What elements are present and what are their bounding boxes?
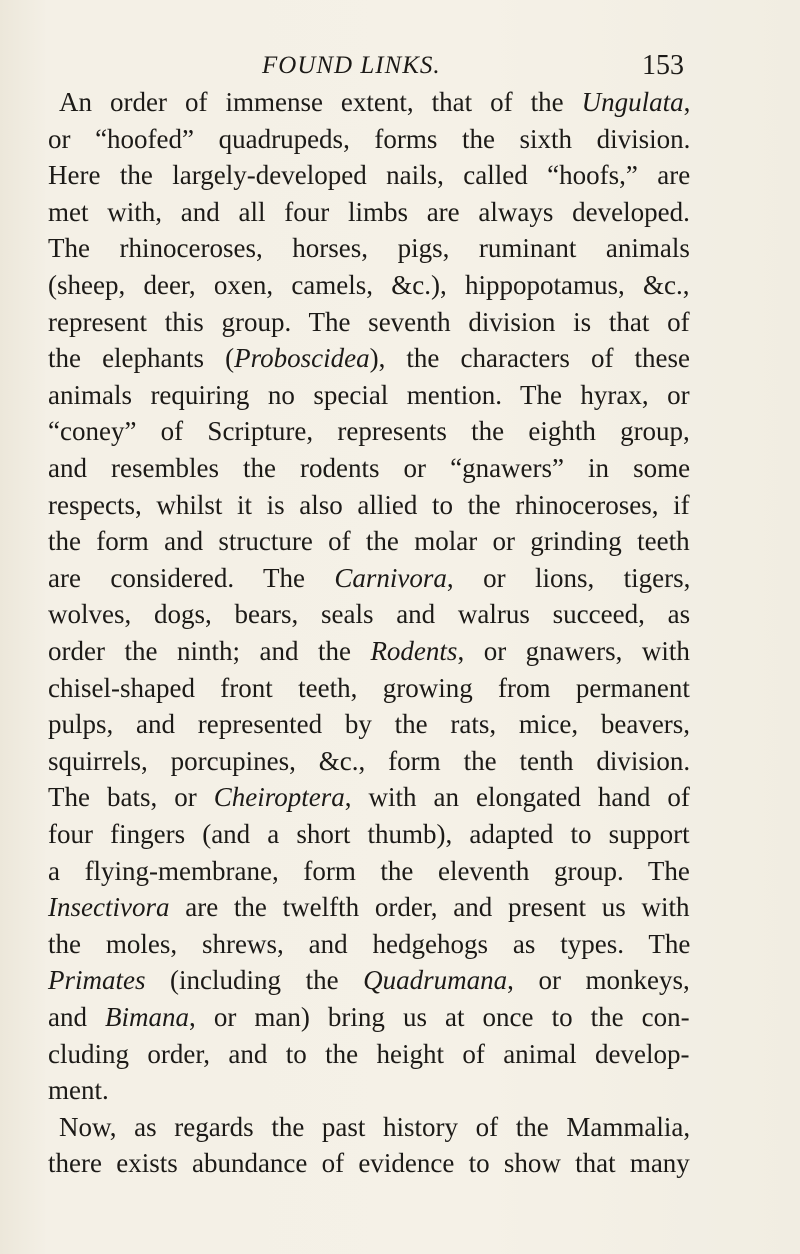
text-line [48,1145,690,1181]
text-span: there exists abundance of evidence to show that many [48,1148,690,1179]
italic-term: Carnivora [334,562,447,593]
text-span: four fingers (and a short thumb), adapted to support [48,819,690,849]
text-line [48,523,690,559]
text-span: wolves, dogs, bears, seals and walrus succeed, as [48,599,691,630]
text-line [48,889,690,925]
italic-term: Cheiroptera [213,782,345,813]
text-span: ment. [48,1075,109,1106]
text-span: Here the largely-developed nails, called “hoofs,” are [48,160,691,191]
text-line [48,487,690,523]
text-line [48,1036,690,1072]
text-span: the elephants ( [48,343,235,374]
text-span: The bats, or [48,782,214,813]
text-span: chisel-shaped front teeth, growing from permanent [48,672,690,703]
text-span: are the twelfth order, and present us with [169,892,690,923]
text-span: , or monkeys, [507,965,690,996]
text-span: a flying-membrane, form the eleventh group. The [48,855,690,886]
text-span: are considered. The [48,562,335,593]
text-line [48,633,690,669]
italic-term: Proboscidea [234,343,370,374]
text-span: An order of immense extent, that of the [59,87,582,117]
text-span: The rhinoceroses, horses, pigs, ruminant animals [48,233,690,264]
italic-term: Ungulata [581,87,684,117]
text-span: or “hoofed” quadrupeds, forms the sixth division. [48,123,691,154]
text-span: , with an elongated hand of [344,782,690,813]
text-span: (including the [145,965,364,996]
text-line [48,1072,109,1108]
text-span: (sheep, deer, oxen, camels, &c.), hippopotamus, &c., [48,270,690,300]
text-span: and [48,1002,106,1032]
text-line [48,853,690,889]
italic-term: Primates [48,965,146,996]
running-title: FOUND LINKS. [262,52,441,79]
text-line [48,560,690,596]
text-span: pulps, and represented by the rats, mice, beavers, [48,709,691,740]
text-span: , or man) bring us at once to the con- [189,1002,690,1032]
text-line [48,779,690,815]
text-line [48,926,690,962]
text-line [48,670,690,706]
text-line [48,304,690,340]
text-span: , or gnawers, with [457,636,690,666]
italic-term: Insectivora [48,892,170,923]
page-number: 153 [642,50,684,81]
text-span: Now, as regards the past history of the Mammalia, [59,1111,691,1142]
text-span: , or lions, tigers, [446,562,691,593]
text-line [48,121,690,157]
text-span: the moles, shrews, and hedgehogs as types. The [48,928,691,959]
text-line [48,450,690,486]
text-span: ), the characters of these [369,343,691,374]
text-span: respects, whilst it is also allied to the rhinoceroses, if [48,489,690,520]
text-line [48,230,690,266]
text-span: squirrels, porcupines, &c., form the tenth division. [48,745,691,776]
text-span: animals requiring no special mention. The hyrax, or [48,379,690,410]
italic-term: Bimana [105,1002,190,1032]
text-line [48,596,690,632]
text-line [48,340,690,376]
text-line [48,267,690,303]
text-span: , [683,87,691,117]
text-line [48,194,690,230]
text-line [48,962,690,998]
text-span: met with, and all four limbs are always developed. [48,196,690,227]
text-line [48,706,690,742]
text-span: the form and structure of the molar or grinding teeth [48,526,690,557]
text-span: represent this group. The seventh division is that of [48,306,690,337]
text-line [48,743,690,779]
text-line [48,157,690,193]
text-span: order the ninth; and the [48,636,371,666]
text-line [59,84,690,120]
text-line [48,413,690,449]
italic-term: Quadrumana [363,965,508,996]
text-line [48,999,690,1035]
text-line [48,816,690,852]
text-span: “coney” of Scripture, represents the eighth group, [48,416,690,447]
text-span: cluding order, and to the height of animal develop- [48,1038,690,1069]
italic-term: Rodents [370,636,458,666]
text-span: and resembles the rodents or “gnawers” in some [48,453,691,483]
text-line [59,1109,690,1145]
text-line [48,377,690,413]
